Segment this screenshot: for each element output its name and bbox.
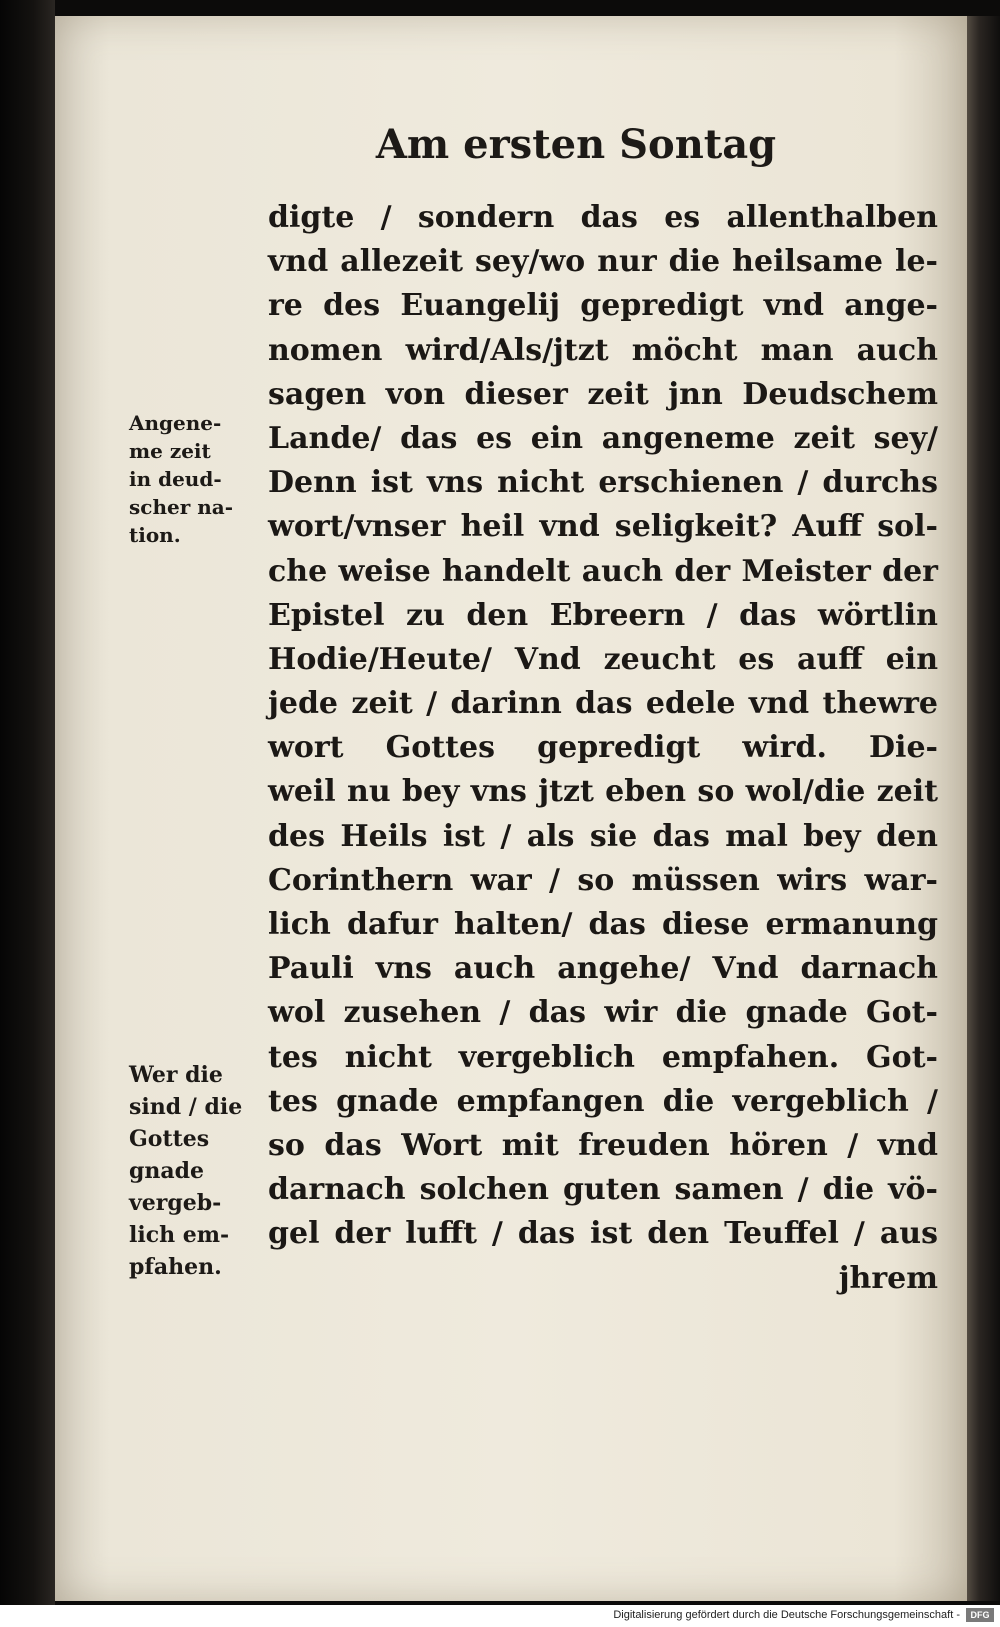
body-line: che weise handelt auch der Meister der [268, 553, 938, 589]
dfg-logo: DFG [966, 1608, 994, 1622]
body-line: nomen wird/Als/jtzt möcht man auch [268, 332, 938, 368]
margin-note-line: sind / die [129, 1094, 243, 1120]
body-line: wort Gottes gepredigt wird. Die- [268, 730, 938, 766]
body-line: tes gnade empfangen die vergeblich / [268, 1083, 938, 1119]
scan-left-border [0, 0, 55, 1627]
body-line: digte / sondern das es allenthalben [268, 200, 938, 235]
body-line: gel der lufft / das ist den Teuffel / aus [268, 1216, 938, 1252]
digitization-footer [0, 1605, 1000, 1627]
body-line: wort/vnser heil vnd seligkeit? Auff sol- [268, 509, 938, 545]
body-line: darnach solchen guten samen / die vö- [268, 1172, 938, 1208]
body-line: des Heils ist / als sie das mal bey den [268, 818, 938, 854]
body-line: Epistel zu den Ebreern / das wörtlin [268, 597, 938, 633]
margin-note-line: vergeb- [129, 1190, 222, 1216]
body-line: vnd allezeit sey/wo nur die heilsame le- [268, 244, 938, 280]
body-line: jede zeit / darinn das edele vnd thewre [268, 686, 938, 722]
body-line: Hodie/Heute/ Vnd zeucht es auff ein [268, 641, 938, 677]
body-line: Corinthern war / so müssen wirs war- [268, 862, 938, 898]
margin-note-line: tion. [129, 523, 181, 547]
margin-note-line: in deud- [129, 467, 222, 491]
body-line: jhrem [838, 1260, 938, 1296]
body-line: lich dafur halten/ das diese ermanung [268, 907, 938, 942]
body-line: sagen von dieser zeit jnn Deudschem [268, 376, 938, 412]
margin-note-line: Wer die [129, 1062, 223, 1088]
body-line: Lande/ das es ein angeneme zeit sey/ [268, 420, 938, 456]
margin-note-line: Angene- [129, 411, 222, 435]
body-line: weil nu bey vns jtzt eben so wol/die zeit [268, 774, 938, 810]
body-line: so das Wort mit freuden hören / vnd [268, 1127, 938, 1163]
scan-right-border [965, 16, 1000, 1601]
body-text [268, 196, 938, 1301]
margin-note-line: lich em- [129, 1222, 230, 1248]
body-line: re des Euangelij gepredigt vnd ange- [268, 288, 938, 324]
margin-note-line: Gottes [129, 1126, 210, 1152]
margin-note-line: gnade [129, 1158, 205, 1184]
body-line: tes nicht vergeblich empfahen. Got- [268, 1039, 938, 1075]
body-line: Pauli vns auch angehe/ Vnd darnach [268, 951, 938, 987]
footer-credit: Digitalisierung gefördert durch die Deutsche Forschungsgemeinschaft - [613, 1609, 960, 1621]
margin-note-line: scher na- [129, 495, 234, 519]
body-line: wol zusehen / das wir die gnade Got- [268, 995, 938, 1031]
margin-note-gottes-gnade [129, 1059, 269, 1283]
body-line: Denn ist vns nicht erschienen / durchs [268, 465, 938, 501]
margin-note-line: pfahen. [129, 1254, 222, 1280]
margin-note-angeneme-zeit [129, 409, 269, 549]
book-page [55, 16, 967, 1601]
margin-note-line: me zeit [129, 439, 211, 463]
running-head: Am ersten Sontag [375, 121, 777, 168]
